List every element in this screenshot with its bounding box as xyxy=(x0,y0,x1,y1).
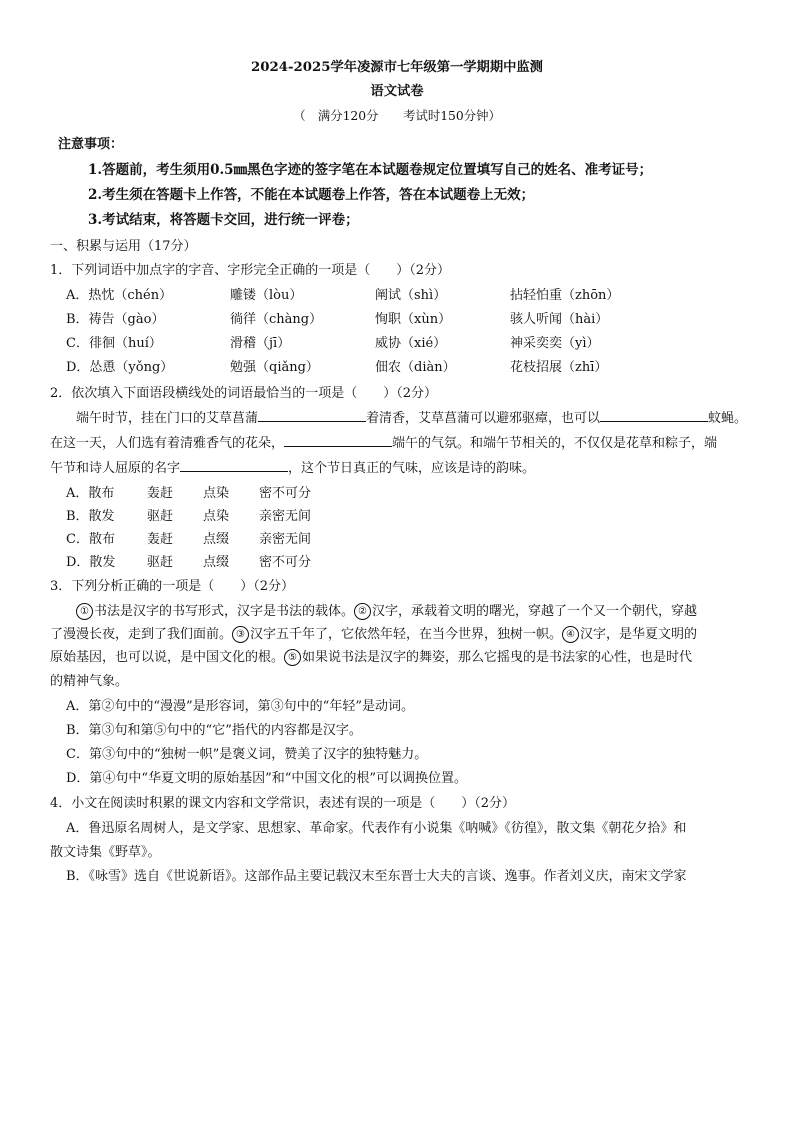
passage-text: 汉字，承载着文明的曙光，穿越了一个又一个朝代，穿越 xyxy=(372,604,698,619)
option-cell: C．徘徊（huí） xyxy=(66,336,162,351)
answer-option: B．《咏雪》选自《世说新语》。这部作品主要记载汉末至东晋士大夫的言谈、逸事。作者刘义庆，南宋文学家 xyxy=(66,869,687,884)
answer-option-continued: 散文诗集《野草》。 xyxy=(50,845,161,860)
fill-blank xyxy=(600,410,708,422)
option-cell: 阐试（shì） xyxy=(375,288,447,303)
exam-meta: （ 满分120分 考试时150分钟） xyxy=(293,109,501,123)
fill-blank xyxy=(258,410,366,422)
exam-subtitle: 语文试卷 xyxy=(370,84,424,99)
option-cell: 勉强（qiǎng） xyxy=(230,360,319,375)
fill-blank xyxy=(284,435,392,447)
passage-line xyxy=(76,407,747,426)
section-heading: 一、积累与运用（17分） xyxy=(50,239,197,254)
option-cell: 恂职（xùn） xyxy=(375,312,452,327)
option-cell: 轰赶 xyxy=(147,486,174,501)
exam-title: 2024-2025学年凌源市七年级第一学期期中监测 xyxy=(251,60,543,75)
passage-line xyxy=(50,432,717,451)
option-cell: 佃农（diàn） xyxy=(375,360,456,375)
option-cell: D．怂恿（yǒng） xyxy=(66,360,174,375)
question-stem: 1．下列词语中加点字的字音、字形完全正确的一项是（ ）（2分） xyxy=(50,263,451,278)
option-cell: 驱赶 xyxy=(147,555,174,570)
passage-text: ，这个节日真正的气味，应该是诗的韵味。 xyxy=(288,461,536,476)
sentence-number: ④ xyxy=(562,626,579,643)
sentence-number: ③ xyxy=(232,626,249,643)
option-cell: A．热忱（chén） xyxy=(66,288,173,303)
fill-blank xyxy=(180,460,288,472)
passage-text: 了漫漫长夜，走到了我们面前。 xyxy=(50,627,233,642)
option-cell: 威协（xié） xyxy=(375,336,447,351)
passage-text: 端午的气氛。和端午节相关的，不仅仅是花草和粽子，端 xyxy=(392,436,718,451)
option-cell: 滑稽（jī） xyxy=(230,336,291,351)
option-cell: 亲密无间 xyxy=(259,532,312,547)
passage-text: 在这一天，人们选有着清雅香气的花朵， xyxy=(50,436,285,451)
question-stem: 2．依次填入下面语段横线处的词语最恰当的一项是（ ）（2分） xyxy=(50,386,438,401)
option-cell: D．散发 xyxy=(66,555,116,570)
passage-line xyxy=(50,646,692,666)
sentence-number: ① xyxy=(76,603,93,620)
passage-line xyxy=(50,457,535,476)
answer-option: A．第②句中的“漫漫”是形容词，第③句中的“年轻”是动词。 xyxy=(66,699,414,714)
option-cell: 点染 xyxy=(203,486,230,501)
answer-option: C．第③句中的“独树一帜”是褒义词，赞美了汉字的独特魅力。 xyxy=(66,747,428,762)
option-cell: 拈轻怕重（zhōn） xyxy=(510,288,620,303)
passage-text: 原始基因，也可以说，是中国文化的根。 xyxy=(50,650,285,665)
passage-line xyxy=(76,600,697,620)
passage-text: 如果说书法是汉字的舞姿，那么它摇曳的是书法家的心性，也是时代 xyxy=(302,650,693,665)
option-cell: 密不可分 xyxy=(259,555,312,570)
option-cell: 轰赶 xyxy=(147,532,174,547)
question-stem: 3．下列分析正确的一项是（ ）（2分） xyxy=(50,579,295,594)
passage-line xyxy=(50,623,697,643)
passage-text: 端午时节，挂在门口的艾草菖蒲 xyxy=(76,411,259,426)
option-cell: 亲密无间 xyxy=(259,509,312,524)
passage-text: 书法是汉字的书写形式，汉字是书法的载体。 xyxy=(94,604,355,619)
answer-option: B．第③句和第⑤句中的“它”指代的内容都是汉字。 xyxy=(66,723,362,738)
passage-line: 的精神气象。 xyxy=(50,674,129,689)
passage-text: 午节和诗人屈原的名字 xyxy=(50,461,181,476)
sentence-number: ② xyxy=(354,603,371,620)
option-cell: 徜徉（chàng） xyxy=(230,312,323,327)
sentence-number: ⑤ xyxy=(284,649,301,666)
option-cell: 雕镂（lòu） xyxy=(230,288,303,303)
passage-text: 着清香，艾草菖蒲可以避邪驱瘴，也可以 xyxy=(366,411,601,426)
answer-option: D．第④句中“华夏文明的原始基因”和“中国文化的根”可以调换位置。 xyxy=(66,771,468,786)
option-cell: 花枝招展（zhī） xyxy=(510,360,608,375)
option-cell: B．祷告（gào） xyxy=(66,312,165,327)
notice-item: 1.答题前，考生须用0.5㎜黑色字迹的签字笔在本试题卷规定位置填写自己的姓名、准考证号； xyxy=(88,162,653,178)
option-cell: 密不可分 xyxy=(259,486,312,501)
passage-text: 汉字五千年了，它依然年轻，在当今世界，独树一帜。 xyxy=(250,627,563,642)
option-cell: 神采奕奕（yì） xyxy=(510,336,600,351)
option-cell: 点缀 xyxy=(203,532,230,547)
option-cell: 点染 xyxy=(203,509,230,524)
passage-text: 蚊蝇。 xyxy=(708,411,748,426)
option-cell: 点缀 xyxy=(203,555,230,570)
notice-item: 2.考生须在答题卡上作答，不能在本试题卷上作答，答在本试题卷上无效； xyxy=(88,187,535,203)
option-cell: C．散布 xyxy=(66,532,115,547)
notice-heading: 注意事项： xyxy=(58,137,124,152)
option-cell: 骇人听闻（hài） xyxy=(510,312,609,327)
question-stem: 4．小文在阅读时积累的课文内容和文学常识，表述有误的一项是（ ）（2分） xyxy=(50,796,516,811)
option-cell: B．散发 xyxy=(66,509,115,524)
option-cell: 驱赶 xyxy=(147,509,174,524)
notice-item: 3.考试结束，将答题卡交回，进行统一评卷； xyxy=(88,212,359,228)
option-cell: A．散布 xyxy=(66,486,115,501)
passage-text: 汉字，是华夏文明的 xyxy=(580,627,698,642)
answer-option: A．鲁迅原名周树人，是文学家、思想家、革命家。代表作有小说集《呐喊》《彷徨》，散文集《朝花夕拾》和 xyxy=(66,821,687,836)
